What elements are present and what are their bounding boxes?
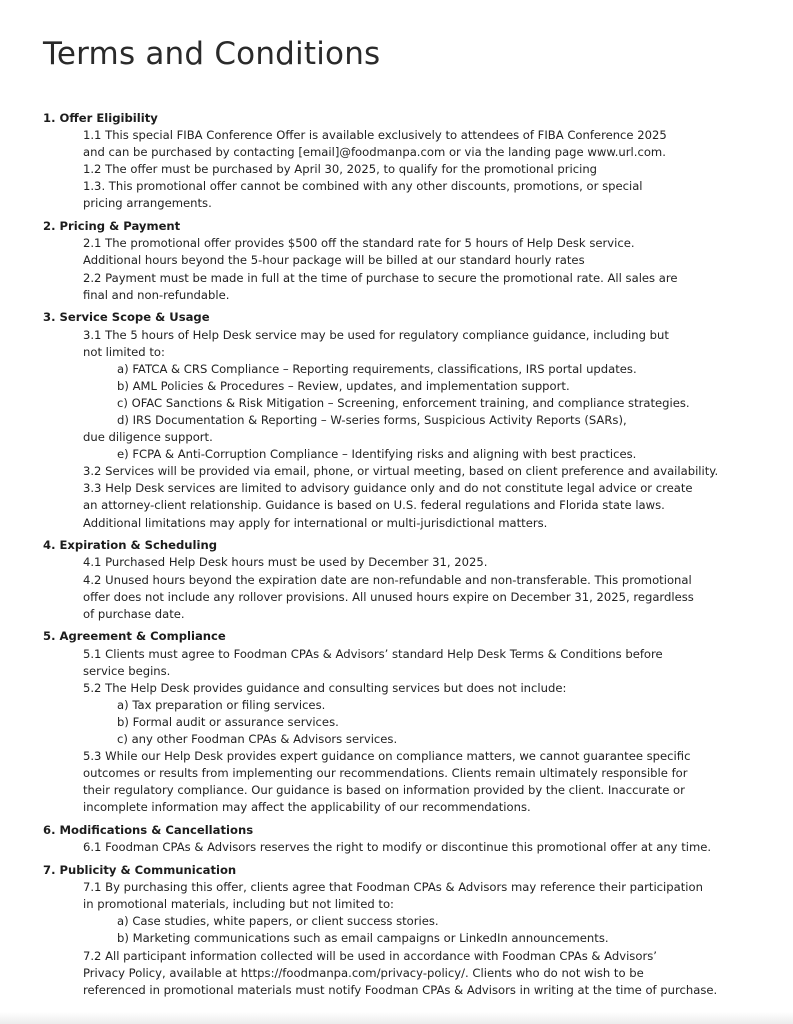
section-text bbox=[83, 554, 733, 622]
terms-body bbox=[43, 110, 733, 1005]
text-line: final and non-refundable. bbox=[83, 287, 230, 302]
text-line: 5.3 While our Help Desk provides expert guidance on compliance matters, we cannot guarantee specific bbox=[83, 749, 691, 764]
section-service-scope bbox=[43, 309, 733, 531]
section-heading: 1. Offer Eligibility bbox=[43, 111, 158, 125]
text-line: their regulatory compliance. Our guidance is based on information provided by the client. Inaccurate or bbox=[83, 783, 685, 798]
list-item: b) Formal audit or assurance services. bbox=[117, 714, 339, 729]
section-heading: 2. Pricing & Payment bbox=[43, 219, 181, 234]
section-heading: 6. Modifications & Cancellations bbox=[43, 823, 254, 838]
section-text bbox=[83, 879, 733, 913]
text-line: 4.2 Unused hours beyond the expiration date are non-refundable and non-transferable. This promotional bbox=[83, 572, 692, 587]
section-text bbox=[83, 429, 733, 446]
section-text bbox=[83, 748, 733, 816]
text-line: due diligence support. bbox=[83, 430, 213, 445]
text-line: of purchase date. bbox=[83, 606, 185, 621]
list-item: a) Tax preparation or filing services. bbox=[117, 697, 326, 712]
text-line: 5.2 The Help Desk provides guidance and consulting services but does not include: bbox=[83, 680, 567, 695]
text-line: not limited to: bbox=[83, 344, 165, 359]
list-item: b) AML Policies & Procedures – Review, updates, and implementation support. bbox=[117, 378, 570, 393]
sub-list bbox=[117, 361, 733, 429]
section-agreement-compliance bbox=[43, 628, 733, 816]
text-line: Additional limitations may apply for international or multi-jurisdictional matters. bbox=[83, 515, 548, 530]
section-text bbox=[83, 327, 733, 361]
list-item: a) Case studies, white papers, or client success stories. bbox=[117, 914, 439, 929]
page-bottom-edge bbox=[0, 1012, 793, 1024]
sub-list bbox=[117, 913, 733, 947]
text-line: 3.1 The 5 hours of Help Desk service may be used for regulatory compliance guidance, including but bbox=[83, 327, 669, 342]
text-line: 6.1 Foodman CPAs & Advisors reserves the right to modify or discontinue this promotional offer at any time. bbox=[83, 840, 712, 855]
section-heading: 3. Service Scope & Usage bbox=[43, 310, 210, 325]
section-pricing-payment bbox=[43, 218, 733, 303]
section-expiration-scheduling bbox=[43, 537, 733, 622]
text-line: outcomes or results from implementing our recommendations. Clients remain ultimately responsible for bbox=[83, 766, 688, 781]
text-line: in promotional materials, including but not limited to: bbox=[83, 897, 394, 912]
section-text bbox=[83, 646, 733, 697]
text-line: offer does not include any rollover provisions. All unused hours expire on December 31, 2025, regardless bbox=[83, 589, 694, 604]
list-item: d) IRS Documentation & Reporting – W-series forms, Suspicious Activity Reports (SARs), bbox=[117, 412, 627, 427]
text-line: 2.1 The promotional offer provides $500 off the standard rate for 5 hours of Help Desk service. bbox=[83, 236, 635, 251]
section-text bbox=[83, 235, 733, 303]
text-line: Additional hours beyond the 5-hour package will be billed at our standard hourly rates bbox=[83, 253, 585, 268]
section-text bbox=[83, 127, 733, 212]
text-line: Privacy Policy, available at https://foodmanpa.com/privacy-policy/. Clients who do not wish to be bbox=[83, 965, 644, 980]
text-line: 7.2 All participant information collected will be used in accordance with Foodman CPAs & Advisors’ bbox=[83, 948, 657, 963]
list-item: c) any other Foodman CPAs & Advisors services. bbox=[117, 732, 398, 747]
text-line: incomplete information may affect the applicability of our recommendations. bbox=[83, 800, 531, 815]
text-line: 1.3. This promotional offer cannot be combined with any other discounts, promotions, or special bbox=[83, 179, 643, 194]
section-text bbox=[83, 948, 733, 999]
text-line: 1.1 This special FIBA Conference Offer is available exclusively to attendees of FIBA Conference 2025 bbox=[83, 128, 667, 143]
text-line: referenced in promotional materials must notify Foodman CPAs & Advisors in writing at the time of purchase. bbox=[83, 982, 718, 997]
section-text bbox=[83, 839, 733, 856]
text-line: 4.1 Purchased Help Desk hours must be used by December 31, 2025. bbox=[83, 555, 488, 570]
section-publicity-communication bbox=[43, 862, 733, 999]
page-title: Terms and Conditions bbox=[43, 36, 381, 72]
section-offer-eligibility bbox=[43, 110, 733, 213]
text-line: an attorney-client relationship. Guidance is based on U.S. federal regulations and Florida state laws. bbox=[83, 498, 665, 513]
list-item: c) OFAC Sanctions & Risk Mitigation – Screening, enforcement training, and compliance strategies. bbox=[117, 395, 690, 410]
sub-list bbox=[117, 697, 733, 748]
list-item: e) FCPA & Anti-Corruption Compliance – Identifying risks and aligning with best practices. bbox=[117, 447, 637, 462]
list-item: b) Marketing communications such as email campaigns or LinkedIn announcements. bbox=[117, 931, 609, 946]
text-line: 2.2 Payment must be made in full at the time of purchase to secure the promotional rate. All sales are bbox=[83, 270, 678, 285]
text-line: 3.3 Help Desk services are limited to advisory guidance only and do not constitute legal advice or create bbox=[83, 481, 693, 496]
text-line: pricing arrangements. bbox=[83, 196, 212, 211]
section-text bbox=[83, 463, 733, 531]
text-line: 1.2 The offer must be purchased by April 30, 2025, to qualify for the promotional pricing bbox=[83, 162, 598, 177]
section-modifications-cancellations bbox=[43, 822, 733, 856]
section-heading: 4. Expiration & Scheduling bbox=[43, 538, 218, 553]
list-item: a) FATCA & CRS Compliance – Reporting requirements, classifications, IRS portal updates. bbox=[117, 361, 637, 376]
text-line: 5.1 Clients must agree to Foodman CPAs & Advisors’ standard Help Desk Terms & Conditions before bbox=[83, 646, 663, 661]
text-line: and can be purchased by contacting [email]@foodmanpa.com or via the landing page www.url.com. bbox=[83, 145, 666, 160]
section-heading: 7. Publicity & Communication bbox=[43, 863, 237, 878]
section-heading: 5. Agreement & Compliance bbox=[43, 629, 226, 644]
text-line: 3.2 Services will be provided via email, phone, or virtual meeting, based on client preference and availability. bbox=[83, 464, 719, 479]
text-line: service begins. bbox=[83, 663, 171, 678]
sub-list bbox=[117, 446, 733, 463]
text-line: 7.1 By purchasing this offer, clients agree that Foodman CPAs & Advisors may reference their participation bbox=[83, 880, 703, 895]
